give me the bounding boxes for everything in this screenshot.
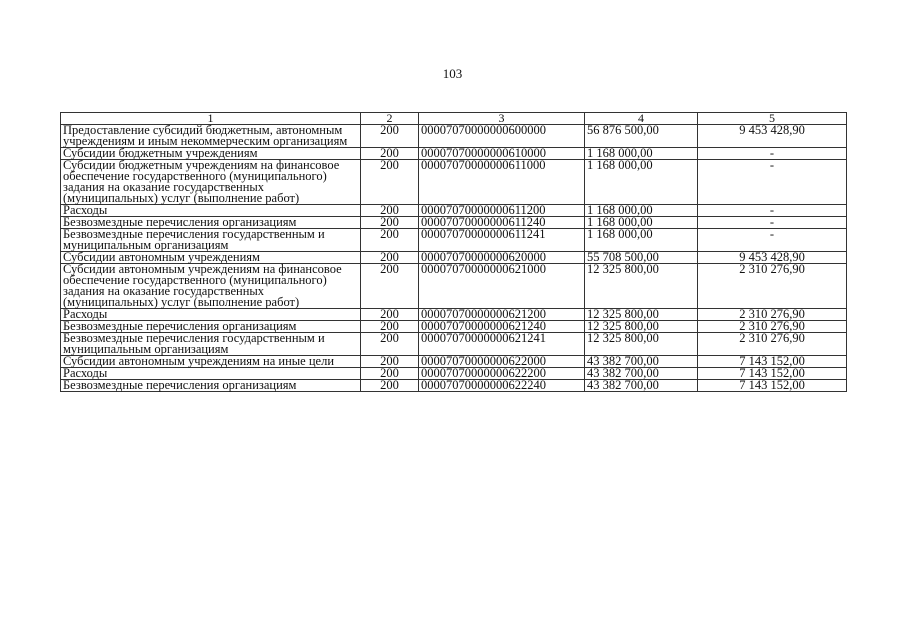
row-kbk-cell: 00007070000000622200 <box>419 368 585 380</box>
row-name-cell: Расходы <box>61 368 361 380</box>
row-fact-cell: - <box>698 229 847 252</box>
table-row <box>61 125 847 148</box>
row-name-cell: Безвозмездные перечисления организациям <box>61 217 361 229</box>
table-row <box>61 333 847 356</box>
row-code-cell: 200 <box>361 368 419 380</box>
row-kbk-cell: 00007070000000620000 <box>419 252 585 264</box>
row-plan-cell: 12 325 800,00 <box>585 333 698 356</box>
row-fact-cell: 2 310 276,90 <box>698 333 847 356</box>
row-name-cell: Субсидии автономным учреждениям на финансовое обеспечение государственного (муниципального) задания на оказание государственных (муниципальных) услуг (выполнение работ) <box>61 264 361 309</box>
row-fact-cell: 2 310 276,90 <box>698 309 847 321</box>
row-plan-cell: 43 382 700,00 <box>585 368 698 380</box>
row-code-cell: 200 <box>361 148 419 160</box>
row-fact-cell: 2 310 276,90 <box>698 321 847 333</box>
table-row <box>61 380 847 392</box>
row-code-cell: 200 <box>361 321 419 333</box>
row-fact-cell: - <box>698 217 847 229</box>
row-code-cell: 200 <box>361 309 419 321</box>
row-code-cell: 200 <box>361 205 419 217</box>
row-code-cell: 200 <box>361 264 419 309</box>
row-plan-cell: 43 382 700,00 <box>585 380 698 392</box>
row-plan-cell: 12 325 800,00 <box>585 264 698 309</box>
row-fact-cell: 7 143 152,00 <box>698 368 847 380</box>
row-name-cell: Расходы <box>61 309 361 321</box>
row-kbk-cell: 00007070000000621240 <box>419 321 585 333</box>
header-col-5: 5 <box>698 113 847 125</box>
row-kbk-cell: 00007070000000611000 <box>419 160 585 205</box>
row-code-cell: 200 <box>361 125 419 148</box>
row-plan-cell: 1 168 000,00 <box>585 229 698 252</box>
row-code-cell: 200 <box>361 160 419 205</box>
row-fact-cell: 9 453 428,90 <box>698 252 847 264</box>
row-plan-cell: 12 325 800,00 <box>585 321 698 333</box>
header-col-3: 3 <box>419 113 585 125</box>
row-kbk-cell: 00007070000000611241 <box>419 229 585 252</box>
row-code-cell: 200 <box>361 229 419 252</box>
row-kbk-cell: 00007070000000610000 <box>419 148 585 160</box>
row-name-cell: Безвозмездные перечисления организациям <box>61 380 361 392</box>
row-fact-cell: 7 143 152,00 <box>698 356 847 368</box>
row-plan-cell: 1 168 000,00 <box>585 160 698 205</box>
row-kbk-cell: 00007070000000621200 <box>419 309 585 321</box>
row-code-cell: 200 <box>361 333 419 356</box>
row-code-cell: 200 <box>361 380 419 392</box>
row-code-cell: 200 <box>361 217 419 229</box>
row-fact-cell: 7 143 152,00 <box>698 380 847 392</box>
row-name-cell: Предоставление субсидий бюджетным, автономным учреждениям и иным некоммерческим организациям <box>61 125 361 148</box>
header-col-1: 1 <box>61 113 361 125</box>
row-fact-cell: 9 453 428,90 <box>698 125 847 148</box>
row-name-cell: Субсидии автономным учреждениям на иные цели <box>61 356 361 368</box>
row-fact-cell: 2 310 276,90 <box>698 264 847 309</box>
row-kbk-cell: 00007070000000600000 <box>419 125 585 148</box>
row-name-cell: Расходы <box>61 205 361 217</box>
row-kbk-cell: 00007070000000611240 <box>419 217 585 229</box>
row-name-cell: Безвозмездные перечисления государственным и муниципальным организациям <box>61 229 361 252</box>
row-plan-cell: 1 168 000,00 <box>585 148 698 160</box>
row-name-cell: Субсидии бюджетным учреждениям на финансовое обеспечение государственного (муниципального) задания на оказание государственных (муниципальных) услуг (выполнение работ) <box>61 160 361 205</box>
header-col-2: 2 <box>361 113 419 125</box>
header-col-4: 4 <box>585 113 698 125</box>
table-row <box>61 229 847 252</box>
table-row <box>61 264 847 309</box>
row-name-cell: Субсидии бюджетным учреждениям <box>61 148 361 160</box>
row-code-cell: 200 <box>361 252 419 264</box>
row-plan-cell: 43 382 700,00 <box>585 356 698 368</box>
row-name-cell: Безвозмездные перечисления организациям <box>61 321 361 333</box>
row-name-cell: Субсидии автономным учреждениям <box>61 252 361 264</box>
budget-table <box>60 112 847 392</box>
row-kbk-cell: 00007070000000622240 <box>419 380 585 392</box>
row-plan-cell: 1 168 000,00 <box>585 217 698 229</box>
table-row <box>61 160 847 205</box>
row-fact-cell: - <box>698 160 847 205</box>
row-kbk-cell: 00007070000000621241 <box>419 333 585 356</box>
row-name-cell: Безвозмездные перечисления государственным и муниципальным организациям <box>61 333 361 356</box>
row-kbk-cell: 00007070000000622000 <box>419 356 585 368</box>
row-fact-cell: - <box>698 148 847 160</box>
row-plan-cell: 56 876 500,00 <box>585 125 698 148</box>
row-code-cell: 200 <box>361 356 419 368</box>
row-plan-cell: 12 325 800,00 <box>585 309 698 321</box>
row-kbk-cell: 00007070000000611200 <box>419 205 585 217</box>
page-number: 103 <box>442 66 463 81</box>
row-plan-cell: 55 708 500,00 <box>585 252 698 264</box>
row-fact-cell: - <box>698 205 847 217</box>
row-plan-cell: 1 168 000,00 <box>585 205 698 217</box>
table-body <box>61 125 847 392</box>
row-kbk-cell: 00007070000000621000 <box>419 264 585 309</box>
